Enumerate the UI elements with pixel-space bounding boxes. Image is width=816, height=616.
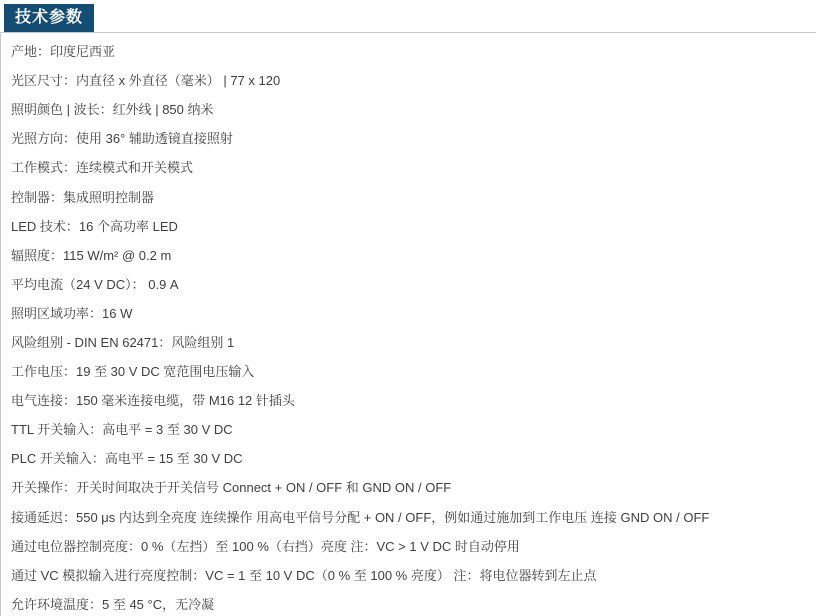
spec-row-power: 照明区域功率：16 W (11, 305, 133, 321)
spec-row-electrical-connection: 电气连接：150 毫米连接电缆，带 M16 12 针插头 (11, 393, 295, 409)
spec-row-average-current: 平均电流（24 V DC）： 0.9 A (11, 276, 179, 292)
spec-row-risk-group: 风险组别 - DIN EN 62471：风险组别 1 (11, 334, 235, 350)
spec-row-ttl-input: TTL 开关输入：高电平 = 3 至 30 V DC (11, 422, 233, 438)
spec-row-controller: 控制器：集成照明控制器 (11, 189, 155, 205)
spec-table (0, 32, 816, 616)
spec-row-light-direction: 光照方向：使用 36° 辅助透镜直接照射 (11, 131, 233, 147)
spec-row-color-wavelength: 照明颜色 | 波长：红外线 | 850 纳米 (11, 102, 214, 118)
section-title: 技术参数 (4, 4, 94, 32)
spec-row-irradiance: 辐照度：115 W/m² @ 0.2 m (11, 247, 172, 263)
spec-row-potentiometer-brightness: 通过电位器控制亮度：0 %（左挡）至 100 %（右挡）亮度 注：VC > 1 V DC 时自动停用 (11, 538, 520, 554)
spec-row-ambient-temperature: 允许环境温度：5 至 45 °C，无冷凝 (11, 596, 215, 612)
spec-row-led-technology: LED 技术：16 个高功率 LED (11, 218, 178, 234)
spec-row-switching-operation: 开关操作：开关时间取决于开关信号 Connect + ON / OFF 和 GND ON / OFF (11, 480, 452, 496)
spec-row-vc-analog-brightness: 通过 VC 模拟输入进行亮度控制：VC = 1 至 10 V DC（0 % 至 100 % 亮度） 注：将电位器转到左止点 (11, 567, 597, 583)
spec-row-operating-voltage: 工作电压：19 至 30 V DC 宽范围电压输入 (11, 364, 255, 380)
spec-row-origin: 产地：印度尼西亚 (11, 44, 116, 60)
spec-row-operating-mode: 工作模式：连续模式和开关模式 (11, 160, 194, 176)
spec-row-light-area-size: 光区尺寸：内直径 x 外直径（毫米） | 77 x 120 (11, 73, 281, 89)
spec-row-plc-input: PLC 开关输入：高电平 = 15 至 30 V DC (11, 451, 243, 467)
spec-row-switch-on-delay: 接通延迟：550 μs 内达到全亮度 连续操作 用高电平信号分配 + ON / OFF，例如通过施加到工作电压 连接 GND ON / OFF (11, 509, 710, 525)
